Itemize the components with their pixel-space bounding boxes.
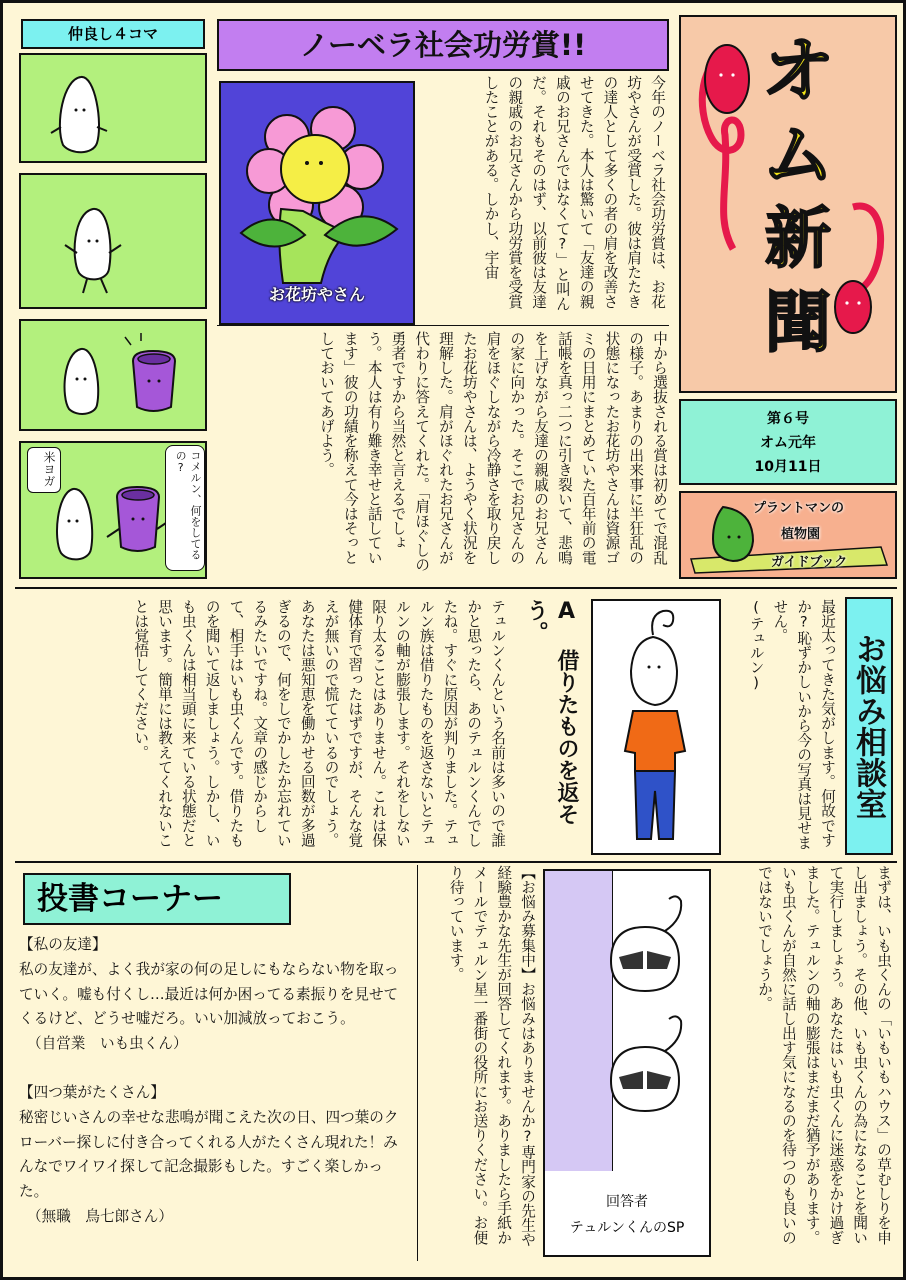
- turun-illustration: [593, 601, 719, 853]
- section-divider-2: [15, 861, 897, 863]
- two-characters-illustration: [21, 321, 205, 429]
- ad-line-3: ガイドブック: [771, 555, 848, 570]
- issue-era: オム元年: [760, 435, 816, 451]
- advice-question: [727, 599, 839, 857]
- issue-date: 10月11日: [754, 459, 822, 475]
- comic-panel-4: [19, 441, 207, 579]
- title-char-3: 新: [765, 200, 831, 277]
- answerer-panel: [543, 869, 711, 1257]
- rice-character-illustration: [21, 175, 205, 307]
- masthead-title: [743, 29, 853, 365]
- main-article-body-top: 今年のノーベラ社会功労賞は、お花坊やさんが受賞した。彼は肩たたきの達人として多くの者の肩を改善させてきた。本人は驚いて「友達の親戚のお兄さんではなくて?」と叫んだ。それもそのはず、以前彼は友達の親戚のお兄さんから功労賞を受賞したことがある。しかし、宇宙: [482, 75, 666, 311]
- letter-item: [19, 933, 411, 1057]
- letter-author: （無職 鳥七郎さん）: [27, 1207, 173, 1225]
- comic-panel-1: [19, 53, 207, 163]
- comic-panel-2: [19, 173, 207, 309]
- section-divider-1: [15, 587, 897, 589]
- recruit-notice: 【お悩み募集中】お悩みはありませんか?専門家の先生や経験豊かな先生が回答してくれます。ありましたら手紙かメールでテュルン星一番街の役所にお送りください。お便り待っています。: [447, 865, 536, 1247]
- issue-number: 第６号: [767, 411, 809, 427]
- headline-banner: ノーベラ社会功労賞!!: [217, 19, 669, 71]
- letter-body: 私の友達が、よく我が家の何の足しにもならない物を取っていく。嘘も付くし…最近は何か困ってる素振りを見せてくるけど、どうせ嘘だろ。いい加減放っておこう。: [19, 960, 399, 1028]
- title-char-1: オ: [761, 29, 834, 113]
- letter-author: （自営業 いも虫くん）: [27, 1035, 188, 1053]
- letter-heading: 【四つ葉がたくさん】: [19, 1083, 165, 1101]
- rice-character-illustration: [21, 55, 205, 161]
- letter-item: [19, 1081, 411, 1230]
- photo-caption: お花坊やさん: [268, 285, 365, 304]
- column-divider: [217, 325, 669, 326]
- letters-list: [19, 933, 411, 1230]
- column-divider-lower: [417, 865, 418, 1261]
- answerer-name: テュルンくんのSP: [569, 1220, 685, 1236]
- title-char-2: ム: [761, 113, 834, 197]
- speech-bubble-right: コメルン、何をしてるの?: [165, 445, 205, 571]
- question-text: 最近太ってきた気がします。何故ですか?恥ずかしいから今の写真は見せません。: [771, 599, 836, 850]
- masthead-box: [679, 15, 897, 393]
- letter-body: 秘密じいさんの幸せな悲鳴が聞こえた次の日、四つ葉のクローバー探しに付き合ってくれる人がたくさん現れた！みんなでワイワイ探して記念撮影もした。すごく楽しかった。: [19, 1108, 399, 1201]
- advice-title: お悩み相談室: [845, 597, 893, 855]
- speech-bubble-left: 米ヨガ: [27, 447, 61, 493]
- answer-body-1: テュルンくんという名前は多いので誰かと思ったら、あのテュルンくんでしたね。すぐに原因が判りました。テュルン族は借りたものを返さないとテュルンの軸が膨張します。それをしない限り太ることはありません。これは保健体育で習ったはずですが、そんな覚えが無いので慌てているのでしょう。あなたは悪知恵を働かせる回数が多過ぎるので、何をしでかしたか忘れているみたいですね。文章の感じからして、相手はいも虫くんです。借りたものを聞いて返しましょう。しかし、いも虫くんは相当頭に来ている状態だと思います。簡単には教えてくれないことは覚悟してください。: [132, 599, 506, 848]
- main-article-body-bottom: 中から選抜される賞は初めてで混乱の様子。あまりの出来事に半狂乱の状態になったお花坊やさんは資源ゴミの日用にまとめていた百年前の電話帳を真っ二つに引き裂いて、悲鳴を上げながら友達の親戚のお兄さんの家に向かった。そこでお兄さんの肩をほぐしながら冷静さを取り戻したお花坊やさんは、ようやく状況を理解した。肩がほぐれたお兄さんが代わりに答えてくれた。「肩ほぐしの勇者ですから当然と言えるでしょう。本人は有り難き幸せと話しています」彼の功績を称えて今はそっとしておいてあげよう。: [318, 331, 668, 572]
- question-asker: (テュルン): [747, 599, 765, 692]
- plantman-ad: [679, 491, 897, 579]
- answer-heading: A 借りたものを返そう。: [523, 599, 579, 825]
- title-char-4: 聞: [765, 284, 831, 361]
- turun-photo: [591, 599, 721, 855]
- issue-info-box: [679, 399, 897, 485]
- comic-panel-3: [19, 319, 207, 431]
- flower-boy-photo: [219, 81, 415, 325]
- letter-heading: 【私の友達】: [19, 936, 107, 953]
- sp-agents-illustration: [545, 871, 709, 1171]
- ad-line-2: 植物園: [781, 527, 821, 542]
- letters-title: 投書コーナー: [23, 873, 291, 925]
- answerer-label: 回答者: [606, 1194, 648, 1210]
- ad-line-1: プラントマンの: [753, 501, 845, 516]
- answer-body-2: まずは、いも虫くんの「いもいもハウス」の草むしりを申し出ましょう。その他、いも虫くんの為になることを聞いて実行しましょう。あなたはいも虫くんに迷惑をかけ過ぎました。テュルンの軸の膨張はまだまだ猶予があります。いも虫くんが自然に話し出す気になるのを待つのも良いのではないでしょうか。: [756, 865, 892, 1245]
- comic-label: 仲良し４コマ: [21, 19, 205, 49]
